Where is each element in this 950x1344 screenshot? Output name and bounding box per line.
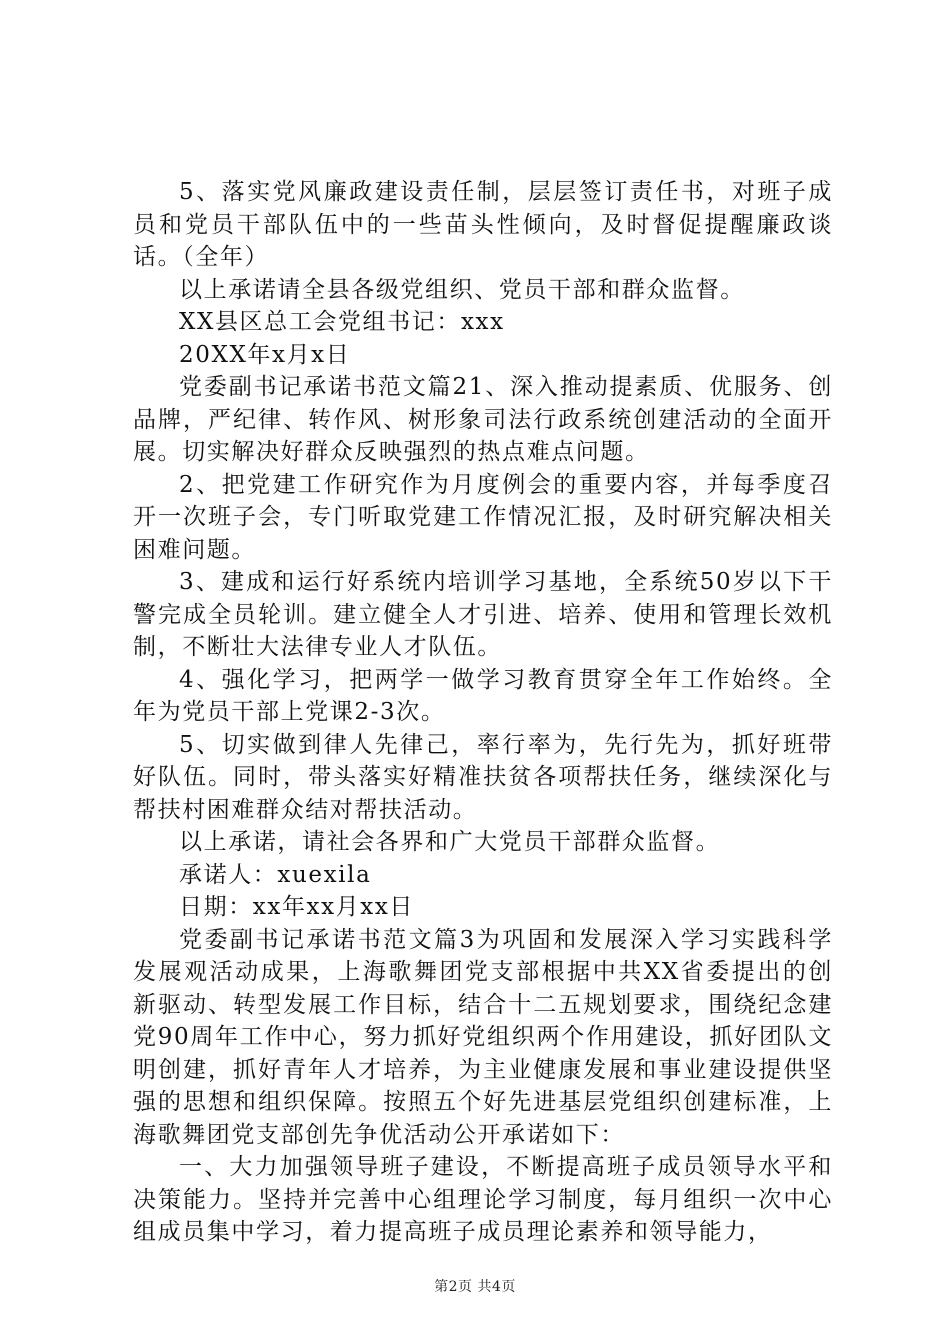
paragraph: 党委副书记承诺书范文篇21、深入推动提素质、优服务、创品牌，严纪律、转作风、树形象司法行政系统创建活动的全面开展。切实解决好群众反映强烈的热点难点问题。 [133, 374, 833, 465]
paragraph: XX县区总工会党组书记：xxx [179, 309, 505, 335]
paragraph: 一、大力加强领导班子建设，不断提高班子成员领导水平和决策能力。坚持并完善中心组理论学习制度，每月组织一次中心组成员集中学习，着力提高班子成员理论素养和领导能力， [133, 1154, 833, 1245]
paragraph: 以上承诺，请社会各界和广大党员干部群众监督。 [179, 829, 721, 855]
paragraph: 5、落实党风廉政建设责任制，层层签订责任书，对班子成员和党员干部队伍中的一些苗头性倾向，及时督促提醒廉政谈话。（全年） [133, 179, 833, 270]
document-body [133, 176, 833, 1249]
paragraph: 2、把党建工作研究作为月度例会的重要内容，并每季度召开一次班子会，专门听取党建工作情况汇报，及时研究解决相关困难问题。 [133, 471, 833, 563]
paragraph: 4、强化学习，把两学一做学习教育贯穿全年工作始终。全年为党员干部上党课2-3次。 [133, 666, 833, 725]
paragraph: 党委副书记承诺书范文篇3为巩固和发展深入学习实践科学发展观活动成果，上海歌舞团党支部根据中共XX省委提出的创新驱动、转型发展工作目标，结合十二五规划要求，围绕纪念建党90周年工作中心，努力抓好党组织两个作用建设，抓好团队文明创建，抓好青年人才培养，为主业健康发展和事业建设提供坚强的思想和组织保障。按照五个好先进基层党组织创建标准，上海歌舞团党支部创先争优活动公开承诺如下： [133, 926, 833, 1148]
paragraph: 3、建成和运行好系统内培训学习基地，全系统50岁以下干警完成全员轮训。建立健全人才引进、培养、使用和管理长效机制，不断壮大法律专业人才队伍。 [133, 569, 833, 660]
paragraph: 20XX年x月x日 [179, 341, 351, 368]
page-number-footer: 第2页 共4页 [434, 1279, 516, 1295]
paragraph: 5、切实做到律人先律己，率行率为，先行先为，抓好班带好队伍。同时，带头落实好精准扶贫各项帮扶任务，继续深化与帮扶村困难群众结对帮扶活动。 [133, 731, 833, 823]
paragraph: 日期：xx年xx月xx日 [179, 894, 415, 920]
paragraph: 承诺人：xuexila [179, 861, 372, 888]
paragraph: 以上承诺请全县各级党组织、党员干部和群众监督。 [179, 276, 745, 303]
